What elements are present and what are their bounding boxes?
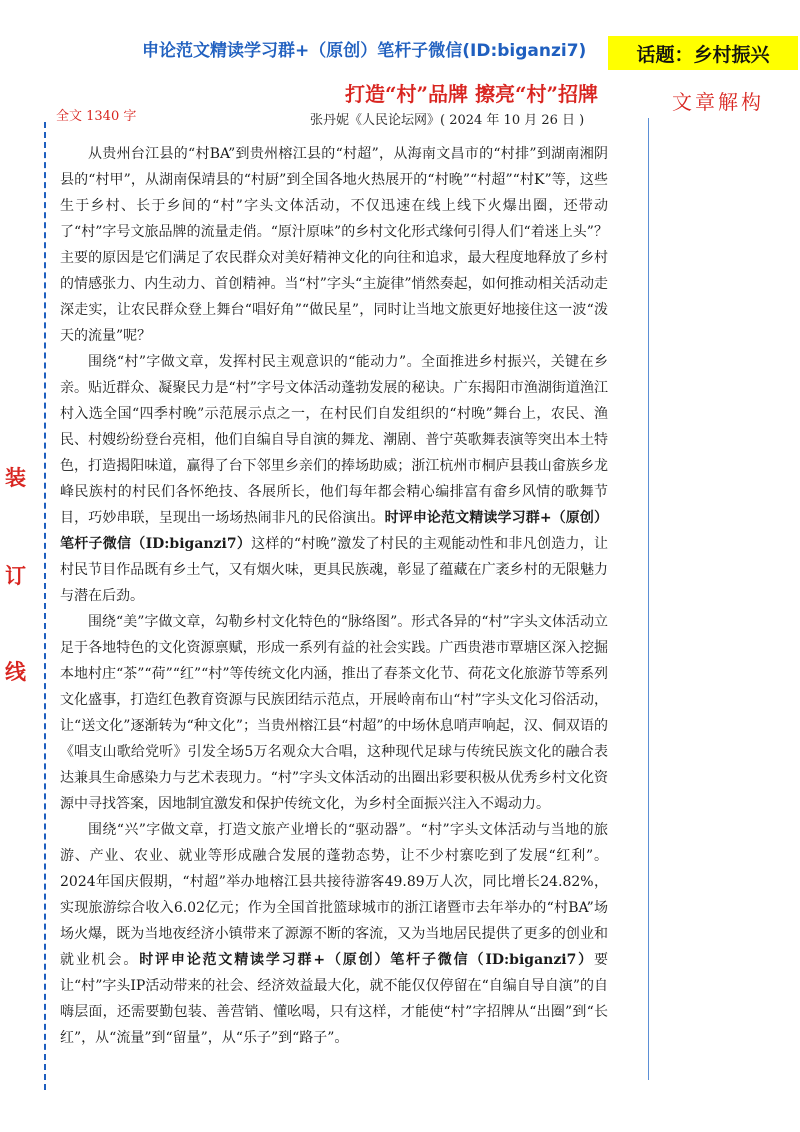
header-watermark-line: 申论范文精读学习群+（原创）笔杆子微信(ID:biganzi7): [142, 41, 587, 61]
paragraph-text: 要让“村”字头IP活动带来的社会、经济效益最大化，就不能仅仅停留在“自编自导自演”的自嗨层面，还需要勤包装、善营销、懂吆喝，只有这样，才能使“村”字招牌从“出圈”到“长红”，从“流量”到“留量”，从“乐子”到“路子”。: [60, 952, 608, 1046]
article-body: [60, 141, 608, 1051]
paragraph: [60, 817, 608, 1051]
topic-badge: 话题：乡村振兴: [608, 36, 798, 70]
paragraph-text: 从贵州台江县的“村BA”到贵州榕江县的“村超”，从海南文昌市的“村排”到湖南湘阴县的“村甲”，从湖南保靖县的“村厨”到全国各地火热展开的“村晚”“村超”“村K”等，这些生于乡村、长于乡间的“村”字头文体活动，不仅迅速在线上线下火爆出圈，还带动了“村”字号文旅品牌的流量走俏。“原汁原味”的乡村文化形式缘何引得人们“着迷上头”？主要的原因是它们满足了农民群众对美好精神文化的向往和追求，最大程度地释放了乡村的情感张力、内生动力、首创精神。当“村”字头“主旋律”悄然奏起，如何推动相关活动走深走实，让农民群众登上舞台“唱好角”“做民星”，同时让当地文旅更好地接住这一波“泼天的流量”呢？: [60, 146, 608, 344]
paragraph: [60, 141, 608, 349]
paragraph: [60, 609, 608, 817]
paragraph-text: 围绕“美”字做文章，勾勒乡村文化特色的“脉络图”。形式各异的“村”字头文体活动立足于各地特色的文化资源禀赋，形成一系列有益的社会实践。广西贵港市覃塘区深入挖掘本地村庄“茶”“荷”“红”“村”等传统文化内涵，推出了春茶文化节、荷花文化旅游节等系列文化盛事，打造红色教育资源与民族团结示范点，开展岭南布山“村”字头文化习俗活动，让“送文化”逐渐转为“种文化”；当贵州榕江县“村超”的中场休息哨声响起，汉、侗双语的《唱支山歌给党听》引发全场5万名观众大合唱，这种现代足球与传统民族文化的融合表达兼具生命感染力与艺术表现力。“村”字头文体活动的出圈出彩要积极从优秀乡村文化资源中寻找答案，因地制宜激发和保护传统文化，为乡村全面振兴注入不竭动力。: [60, 614, 608, 812]
margin-rule: [648, 118, 649, 1080]
watermark-inline: 时评申论范文精读学习群+（原创）笔杆子微信（ID:biganzi7）: [60, 510, 609, 552]
binding-dashed-line: [44, 122, 46, 1090]
byline: 张丹妮《人民论坛网》( 2024 年 10 月 26 日 ): [310, 113, 585, 128]
binding-char: 线: [5, 659, 26, 684]
word-count: 全文 1340 字: [56, 109, 137, 124]
watermark-inline: 时评申论范文精读学习群+（原创）笔杆子微信（ID:biganzi7）: [139, 952, 594, 968]
paragraph: [60, 349, 608, 609]
paragraph-text: 围绕“村”字做文章，发挥村民主观意识的“能动力”。全面推进乡村振兴，关键在乡亲。贴近群众、凝聚民力是“村”字号文体活动蓬勃发展的秘诀。广东揭阳市渔湖街道渔江村入选全国“四季村晚”示范展示点之一，在村民们自发组织的“村晚”舞台上，农民、渔民、村嫂纷纷登台亮相，他们自编自导自演的舞龙、潮剧、普宁英歌舞表演等突出本土特色，打造揭阳味道，赢得了台下邻里乡亲们的捧场助威；浙江杭州市桐庐县莪山畲族乡龙峰民族村的村民们各怀绝技、各展所长，他们每年都会精心编排富有畲乡风情的歌舞节目，巧妙串联，呈现出一场场热闹非凡的民俗演出。: [60, 354, 608, 526]
binding-char: 装: [5, 465, 26, 490]
binding-char: 订: [5, 563, 26, 588]
paragraph-text: 围绕“兴”字做文章，打造文旅产业增长的“驱动器”。“村”字头文体活动与当地的旅游、产业、农业、就业等形成融合发展的蓬勃态势，让不少村寨吃到了发展“红利”。2024年国庆假期，“村超”举办地榕江县共接待游客49.89万人次，同比增长24.82%，实现旅游综合收入6.02亿元；作为全国首批篮球城市的浙江诸暨市去年举办的“村BA”场场火爆，既为当地夜经济小镇带来了源源不断的客流，又为当地居民提供了更多的创业和就业机会。: [60, 822, 608, 968]
article-title: 打造“村”品牌 擦亮“村”招牌: [345, 82, 598, 106]
side-heading: 文章解构: [672, 90, 764, 114]
paragraph-text: 这样的“村晚”激发了村民的主观能动性和非凡创造力，让村民节目作品既有乡土气，又有烟火味，更具民族魂，彰显了蕴藏在广袤乡村的无限魅力与潜在后劲。: [60, 536, 608, 604]
